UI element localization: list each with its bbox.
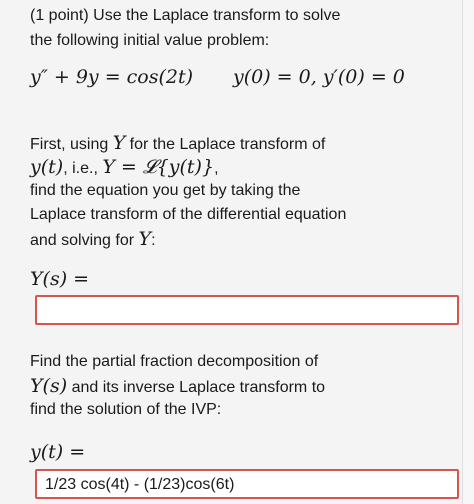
part1-line-1-prefix: First, using bbox=[30, 136, 113, 153]
part1-math-yt: y(t) bbox=[30, 156, 64, 178]
part1-line-5-prefix: and solving for bbox=[30, 232, 139, 249]
answer2-input[interactable] bbox=[35, 469, 459, 499]
part1-line-1-suffix: for the Laplace transform of bbox=[125, 136, 326, 153]
part2-line-3: find the solution of the IVP: bbox=[30, 401, 222, 418]
answer2-value: 1/23 cos(4t) - (1/23)cos(6t) bbox=[45, 476, 235, 493]
answer2-label: y(t) = bbox=[30, 441, 86, 463]
intro-line-1: (1 point) Use the Laplace transform to solve bbox=[30, 7, 341, 24]
part1-var-y: Y bbox=[112, 132, 126, 154]
part2-line-1: Find the partial fraction decomposition of bbox=[30, 353, 319, 370]
initial-conditions: y(0) = 0, y′(0) = 0 bbox=[233, 66, 405, 88]
intro-line-2: the following initial value problem: bbox=[30, 32, 270, 49]
answer1-input[interactable] bbox=[35, 295, 459, 325]
part1-line-5 bbox=[30, 227, 156, 253]
part1-line-2 bbox=[30, 155, 219, 181]
part1-line-2-end: , bbox=[214, 160, 219, 177]
part1-line-5-end: : bbox=[151, 232, 156, 249]
part1-line-1 bbox=[30, 131, 325, 157]
differential-equation: y″ + 9y = cos(2t) bbox=[30, 66, 194, 88]
part1-line-3: find the equation you get by taking the bbox=[30, 182, 301, 199]
part1-math-laplace: Y = 𝓛{y(t)} bbox=[102, 156, 215, 178]
part2-line-2 bbox=[30, 374, 325, 400]
part1-var-y2: Y bbox=[138, 228, 152, 250]
part2-math-ys: Y(s) bbox=[30, 375, 68, 397]
part1-line-2-text: , i.e., bbox=[63, 160, 103, 177]
answer1-label: Y(s) = bbox=[30, 268, 90, 290]
part2-line-2-text: and its inverse Laplace transform to bbox=[67, 379, 326, 396]
part1-line-4: Laplace transform of the differential equation bbox=[30, 206, 347, 223]
